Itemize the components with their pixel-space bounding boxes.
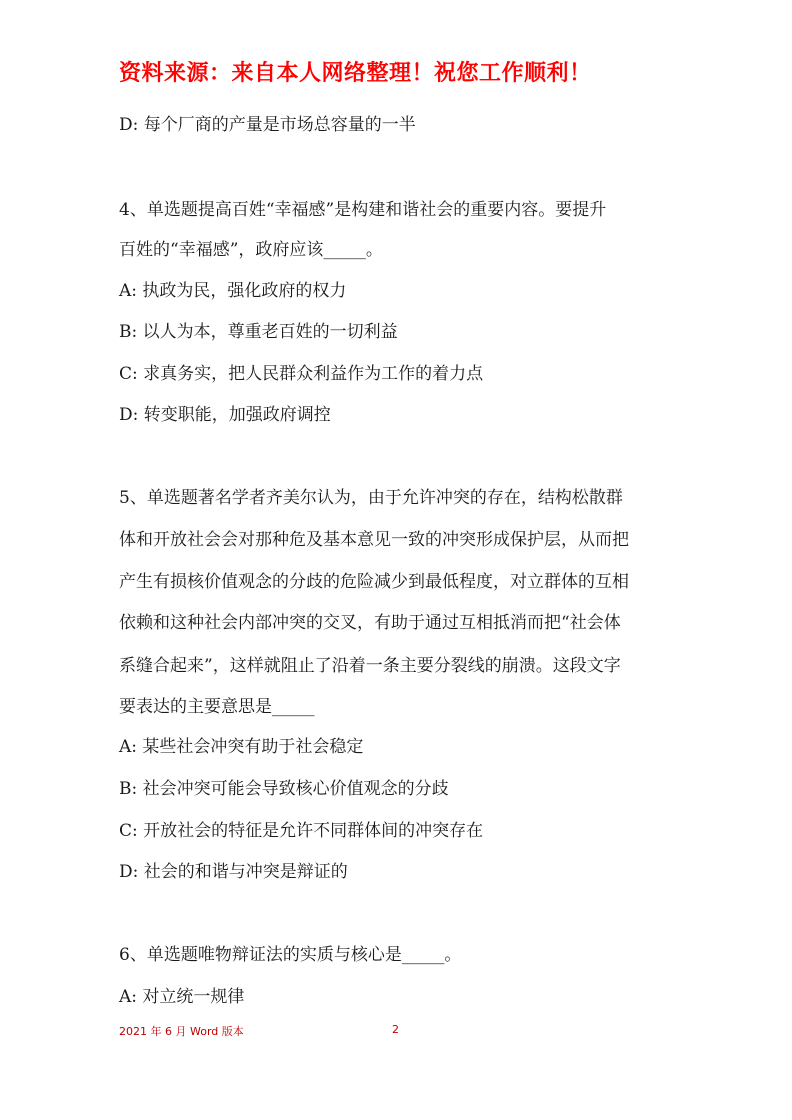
q5-stem-line-4: 依赖和这种社会内部冲突的交叉，有助于通过互相抵消而把“社会体 (119, 613, 621, 633)
q6-option-a: A: 对立统一规律 (119, 987, 245, 1007)
q5-stem-line-2: 体和开放社会会对那种危及基本意见一致的冲突形成保护层，从而把 (119, 530, 629, 550)
q5-option-d: D: 社会的和谐与冲突是辩证的 (119, 862, 348, 882)
q6-stem-line-1: 6、单选题唯物辩证法的实质与核心是_____。 (119, 945, 462, 965)
q4-stem-line-2: 百姓的“幸福感”，政府应该_____。 (119, 240, 383, 260)
q4-option-a: A: 执政为民，强化政府的权力 (119, 281, 347, 301)
footer-date-version: 2021 年 6 月 Word 版本 (119, 1025, 244, 1038)
q5-stem-line-1: 5、单选题著名学者齐美尔认为，由于允许冲突的存在，结构松散群 (119, 488, 623, 508)
page-number: 2 (392, 1023, 399, 1036)
q4-option-d: D: 转变职能，加强政府调控 (119, 405, 331, 425)
q5-stem-line-6: 要表达的主要意思是_____ (119, 697, 315, 717)
q4-option-b: B: 以人为本，尊重老百姓的一切利益 (119, 322, 398, 342)
q5-option-c: C: 开放社会的特征是允许不同群体间的冲突存在 (119, 821, 484, 841)
q4-option-c: C: 求真务实，把人民群众利益作为工作的着力点 (119, 364, 484, 384)
source-banner: 资料来源：来自本人网络整理！祝您工作顺利！ (119, 61, 592, 86)
q5-stem-line-5: 系缝合起来”，这样就阻止了沿着一条主要分裂线的崩溃。这段文字 (119, 656, 621, 676)
q5-option-a: A: 某些社会冲突有助于社会稳定 (119, 737, 364, 757)
q5-option-b: B: 社会冲突可能会导致核心价值观念的分歧 (119, 779, 449, 799)
q3-option-d: D: 每个厂商的产量是市场总容量的一半 (119, 115, 416, 135)
q5-stem-line-3: 产生有损核价值观念的分歧的危险减少到最低程度，对立群体的互相 (119, 572, 629, 592)
q4-stem-line-1: 4、单选题提高百姓“幸福感”是构建和谐社会的重要内容。要提升 (119, 200, 607, 220)
